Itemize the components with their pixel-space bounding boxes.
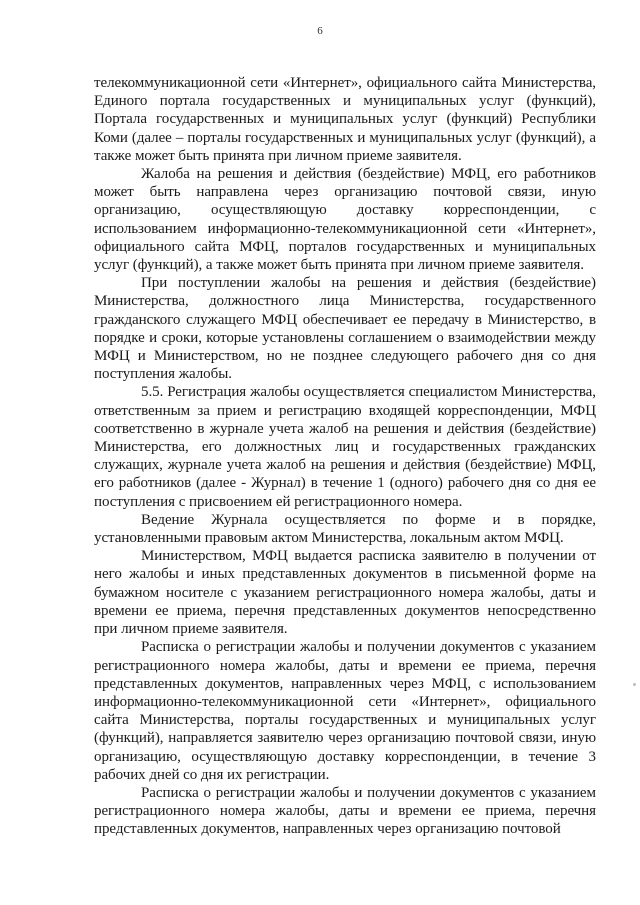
paragraph-receipt-postal: Расписка о регистрации жалобы и получении документов с указанием регистрационного номера жалобы, даты и времени ее приема, перечня представленных документов, направленных через организацию почтовой xyxy=(94,784,596,838)
scan-edge-mark xyxy=(633,683,636,686)
paragraph-receipt-online: Расписка о регистрации жалобы и получении документов с указанием регистрационного номера жалобы, даты и времени ее приема, перечня представленных документов, направленных через МФЦ, с использованием информационно-телекоммуникационной сети «Интернет», официального сайта Министерства, порталы государственных и муниципальных услуг (функций), направляется заявителю через организацию почтовой связи, иную организацию, осуществляющую доставку корреспонденции, в течение 3 рабочих дней со дня их регистрации. xyxy=(94,639,596,783)
document-body xyxy=(94,74,596,839)
paragraph-continuation: телекоммуникационной сети «Интернет», официального сайта Министерства, Единого портала государственных и муниципальных услуг (функций), Портала государственных и муниципальных услуг (функций) Республики Коми (далее – порталы государственных и муниципальных услуг (функций), а также может быть принята при личном приеме заявителя. xyxy=(94,75,596,164)
paragraph-mfc-complaint: Жалоба на решения и действия (бездействие) МФЦ, его работников может быть направлена через организацию почтовой связи, иную организацию, осуществляющую доставку корреспонденции, с использованием информационно-телекоммуникационной сети «Интернет», официального сайта МФЦ, порталов государственных и муниципальных услуг (функций), а также может быть принята при личном приеме заявителя. xyxy=(94,166,596,274)
paragraph-journal: Ведение Журнала осуществляется по форме и в порядке, установленными правовым актом Министерства, локальным актом МФЦ. xyxy=(94,511,596,547)
paragraph-complaint-transfer: При поступлении жалобы на решения и действия (бездействие) Министерства, должностного лица Министерства, государственного гражданского служащего МФЦ обеспечивает ее передачу в Министерство, в порядке и сроки, которые установлены соглашением о взаимодействии между МФЦ и Министерством, но не позднее следующего рабочего дня со дня поступления жалобы. xyxy=(94,275,596,383)
page-number: 6 xyxy=(317,25,323,37)
paragraph-receipt-personal: Министерством, МФЦ выдается расписка заявителю в получении от него жалобы и иных представленных документов в письменной форме на бумажном носителе с указанием регистрационного номера жалобы, даты и времени ее приема, перечня представленных документов непосредственно при личном приеме заявителя. xyxy=(94,548,596,638)
paragraph-section-5-5: 5.5. Регистрация жалобы осуществляется специалистом Министерства, ответственным за прием и регистрацию входящей корреспонденции, МФЦ соответственно в журнале учета жалоб на решения и действия (бездействие) Министерства, его должностных лиц и государственных гражданских служащих, журнале учета жалоб на решения и действия (бездействие) МФЦ, его работников (далее - Журнал) в течение 1 (одного) рабочего дня со дня ее поступления с присвоением ей регистрационного номера. xyxy=(94,384,596,510)
